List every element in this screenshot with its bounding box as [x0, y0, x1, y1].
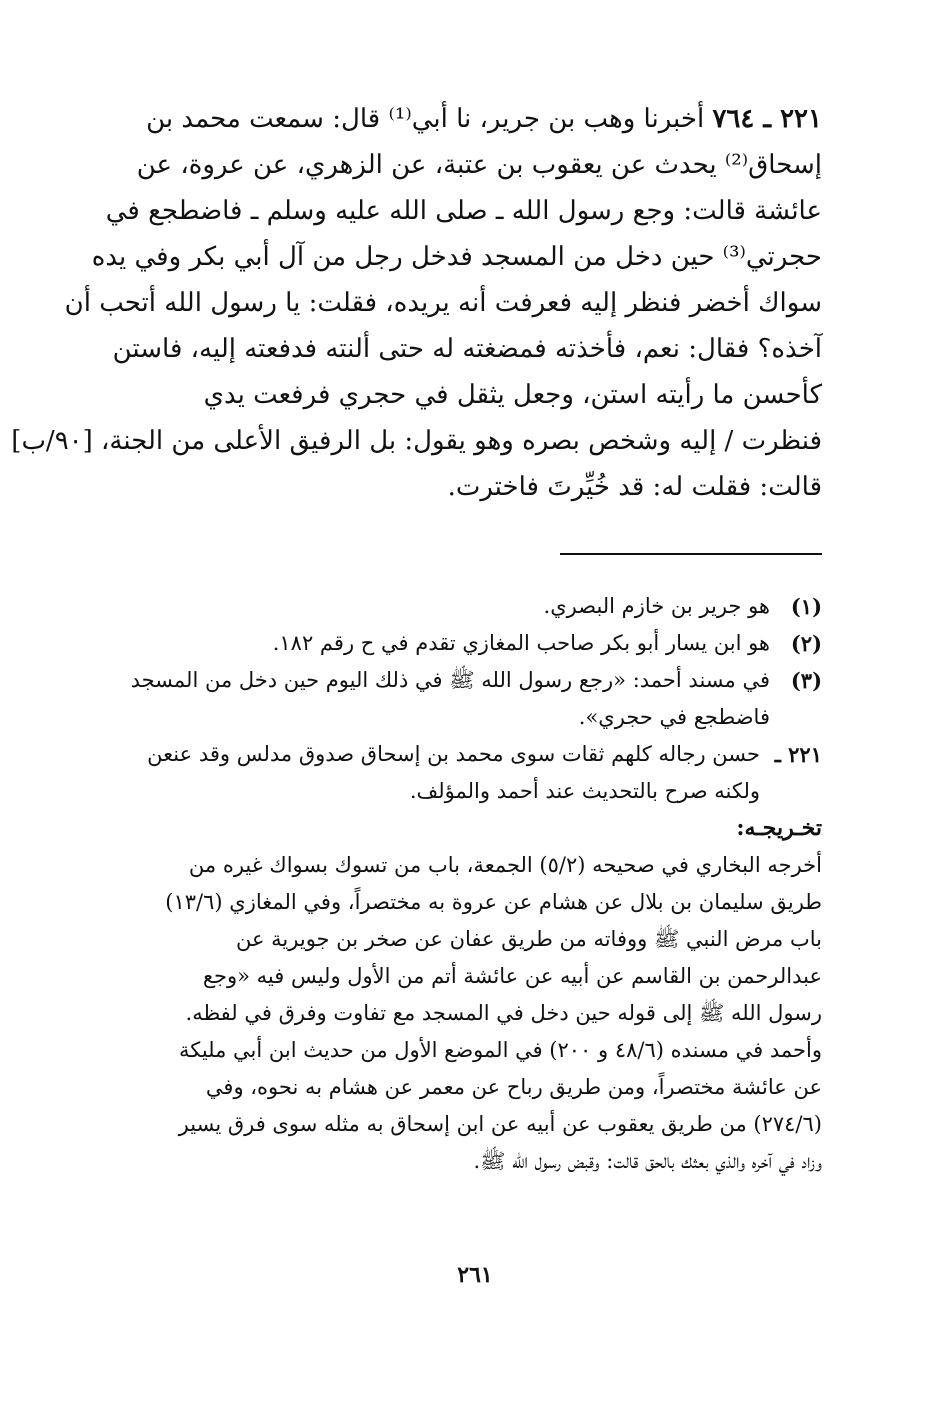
takhrij-heading-text: تخـريجـه:	[736, 815, 822, 841]
takhrij-heading	[128, 810, 822, 847]
hadith-line: عائشة قالت: وجع رسول الله ـ صلى الله عليه وسلم ـ فاضطجع في	[105, 196, 822, 226]
takhrij-line: وأحمد في مسنده (٤٨/٦ و ٢٠٠) في الموضع الأول من حديث ابن أبي مليكة	[178, 1038, 822, 1062]
footnote-divider	[560, 553, 822, 555]
hadith-line: فنظرت / إليه وشخص بصره وهو يقول: بل الرفيق الأعلى من الجنة، [٩٠/ب]	[11, 426, 822, 456]
hadith-line: حجرتي⁽³⁾ حين دخل من المسجد فدخل رجل من آل أبي بكر وفي يده	[91, 242, 822, 272]
takhrij-line: باب مرض النبي ﷺ ووفاته من طريق عفان عن صخر بن جويرية عن	[235, 927, 822, 951]
footnote-text: هو ابن يسار أبو بكر صاحب المغازي تقدم في ح رقم ١٨٢.	[272, 631, 770, 655]
hadith-line	[128, 96, 822, 142]
hadith-line: قالت: فقلت له: قد خُيِّرتَ فاخترت.	[447, 472, 822, 502]
takhrij-line: طريق سليمان بن بلال عن هشام عن عروة به مختصراً، وفي المغازي (١٣/٦)	[165, 890, 822, 914]
page-number: ٢٦١	[457, 1262, 493, 1288]
takhrij-line: عن عائشة مختصراً، ومن طريق رباح عن معمر عن هشام به نحوه، وفي	[205, 1075, 822, 1099]
hadith-number: ٢٢١ ـ ٧٦٤	[712, 104, 822, 134]
footnotes-section	[128, 588, 822, 1180]
book-page	[11, 0, 822, 1401]
footnote-marker: (٣)	[790, 668, 822, 693]
takhrij-line: (٢٧٤/٦) من طريق يعقوب عن أبيه عن ابن إسحاق به مثله سوى فرق يسير	[178, 1112, 822, 1136]
hadith-line: آخذه؟ فقال: نعم، فأخذته فمضغته له حتى ألنته فدفعته إليه، فاستن	[112, 334, 822, 364]
takhrij-line: وزاد في آخره والذي بعثك بالحق قالت: وقبض رسول الله ﷺ.	[473, 1149, 822, 1173]
takhrij-line: رسول الله ﷺ إلى قوله حين دخل في المسجد مع تفاوت وفرق في لفظه.	[185, 1001, 822, 1025]
hadith-line: كأحسن ما رأيته استن، وجعل يثقل في حجري فرفعت يدي	[203, 380, 822, 410]
footnote-3	[128, 662, 822, 736]
takhrij-body	[128, 847, 822, 1180]
footnote-1	[128, 588, 822, 625]
footnote-text: هو جرير بن خازم البصري.	[543, 594, 770, 618]
hadith-line: إسحاق⁽²⁾ يحدث عن يعقوب بن عتبة، عن الزهري، عن عروة، عن	[136, 150, 822, 180]
grading-text: حسن رجاله كلهم ثقات سوى محمد بن إسحاق صدوق مدلس وقد عنعن	[147, 742, 760, 766]
footnote-text: فاضطجع في حجري».	[578, 705, 770, 729]
footnote-marker: (٢)	[790, 631, 822, 656]
footnote-text: في مسند أحمد: «رجع رسول الله ﷺ في ذلك اليوم حين دخل من المسجد	[130, 668, 770, 692]
footnote-marker: (١)	[790, 594, 822, 619]
hadith-line: سواك أخضر فنظر إليه فعرفت أنه يريده، فقلت: يا رسول الله أتحب أن	[64, 288, 822, 318]
takhrij-line: عبدالرحمن بن القاسم عن أبيه عن عائشة أتم من الأول وليس فيه «وجع	[202, 964, 822, 988]
grading-marker: ٢٢١ ـ	[774, 742, 822, 767]
grading-text: ولكنه صرح بالتحديث عند أحمد والمؤلف.	[409, 779, 760, 803]
footnote-2	[128, 625, 822, 662]
hadith-text	[11, 96, 822, 510]
takhrij-line: أخرجه البخاري في صحيحه (٥/٢) الجمعة، باب من تسوك بسواك غيره من	[188, 853, 822, 877]
grading-note	[128, 736, 822, 810]
hadith-line-text: أخبرنا وهب بن جرير، نا أبي⁽¹⁾ قال: سمعت محمد بن	[146, 104, 713, 134]
